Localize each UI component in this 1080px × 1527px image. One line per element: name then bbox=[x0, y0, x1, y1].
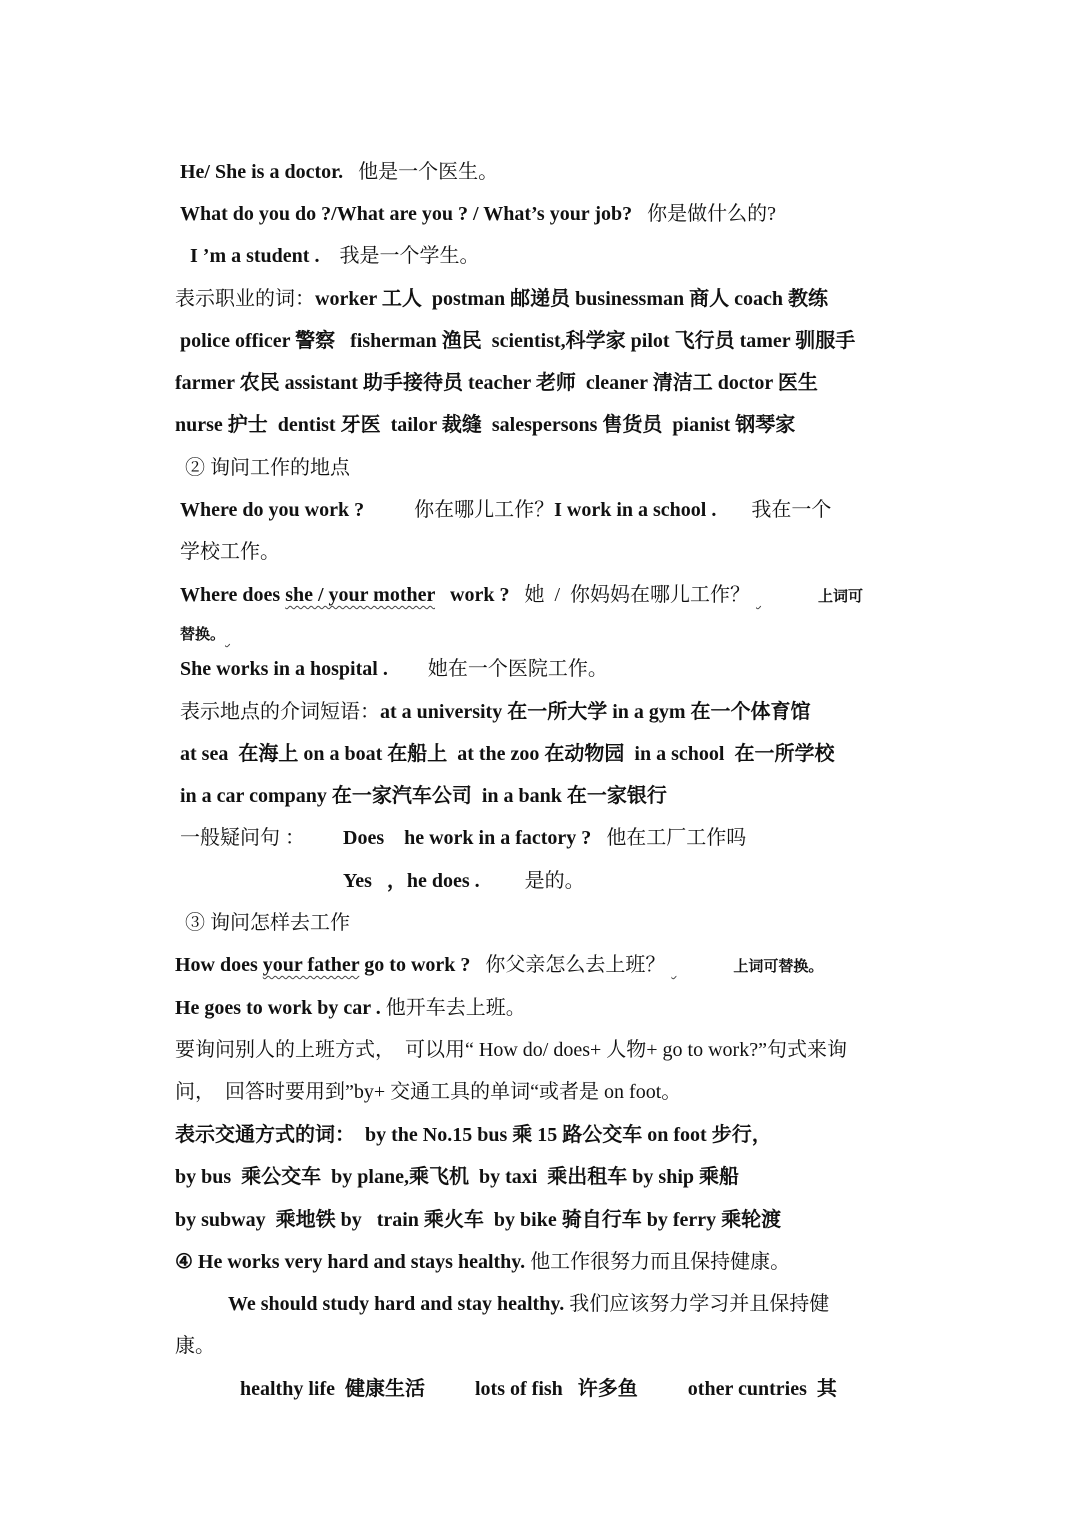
vocab-line: at sea 在海上 on a boat 在船上 at the zoo 在动物园 in a school 在一所学校 bbox=[180, 743, 835, 765]
en-text: worker 工人 postman 邮递员 businessman 商人 coach 教练 bbox=[315, 288, 828, 310]
zh-text: 表示职业的词： bbox=[175, 288, 315, 310]
zh-text: 你父亲怎么去上班？ bbox=[470, 954, 666, 976]
note-text: 上词可替换。 bbox=[733, 959, 824, 975]
en-text: ④ He works very hard and stays healthy. bbox=[175, 1251, 526, 1273]
en-text: Yes ，he does . bbox=[343, 870, 480, 892]
note-text: 替换。 bbox=[180, 627, 226, 643]
line-18 bbox=[333, 842, 585, 894]
line-28 bbox=[218, 1265, 829, 1317]
vocab-line: police officer 警察 fisherman 渔民 scientist,科学家 pilot 飞行员 tamer 驯服手 bbox=[180, 330, 856, 352]
zh-text: 学校工作。 bbox=[180, 541, 280, 563]
zh-text: 他在工厂工作吗 bbox=[591, 827, 747, 849]
vocab-line: by subway 乘地铁 by train 乘火车 by bike 骑自行车 by ferry 乘轮渡 bbox=[175, 1209, 782, 1231]
vocab-line: by bus 乘公交车 by plane,乘飞机 by taxi 乘出租车 by ship 乘船 bbox=[175, 1166, 740, 1188]
line-30 bbox=[230, 1350, 837, 1402]
zh-text: 问， 回答时要用到”by+ 交通工具的单词“或者是 on foot。 bbox=[175, 1081, 682, 1103]
zh-text: 我是一个学生。 bbox=[319, 245, 480, 267]
zh-text: 她在一个医院工作。 bbox=[387, 658, 608, 680]
note-text: 上词可 bbox=[818, 589, 864, 605]
zh-text: 是的。 bbox=[479, 870, 585, 892]
vocab-item: lots of fish 许多鱼 bbox=[425, 1378, 638, 1400]
zh-text: 他是一个医生。 bbox=[343, 161, 499, 183]
replaceable-words: your father bbox=[262, 954, 360, 976]
en-text: work ? bbox=[435, 584, 510, 606]
zh-text: 他工作很努力而且保持健康。 bbox=[525, 1251, 791, 1273]
vocab-line: farmer 农民 assistant 助手接待员 teacher 老师 cleaner 清洁工 doctor 医生 bbox=[175, 372, 818, 394]
en-text: Where do you work ? bbox=[180, 499, 365, 521]
en-text: Does he work in a factory ? bbox=[343, 827, 592, 849]
en-text: Where does bbox=[180, 584, 286, 606]
zh-text: 要询问别人的上班方式， 可以用“ How do/ does+ 人物+ go to work?”句式来询 bbox=[175, 1039, 847, 1061]
en-text: He goes to work by car . bbox=[175, 997, 381, 1019]
zh-text: 你是做什么的? bbox=[632, 203, 776, 225]
vocab-item: healthy life 健康生活 bbox=[240, 1378, 425, 1400]
en-text: I ’m a student . bbox=[190, 245, 320, 267]
en-text: go to work ? bbox=[359, 954, 471, 976]
en-text: How does bbox=[175, 954, 263, 976]
zh-text: 康。 bbox=[175, 1335, 215, 1357]
en-text: We should study hard and stay healthy. bbox=[228, 1293, 565, 1315]
zh-text: 一般疑问句 ： bbox=[180, 827, 305, 849]
zh-text: 我在一个 bbox=[716, 499, 832, 521]
line-29 bbox=[165, 1307, 215, 1359]
en-text: He/ She is a doctor. bbox=[180, 161, 344, 183]
en-text: I work in a school . bbox=[554, 499, 717, 521]
vocab-line: nurse 护士 dentist 牙医 tailor 裁缝 salespersons 售货员 pianist 钢琴家 bbox=[175, 414, 796, 436]
en-text: What do you do ?/What are you ? / What’s your job? bbox=[180, 203, 633, 225]
heading-text: ③ 询问怎样去工作 bbox=[185, 912, 350, 934]
heading-text: ② 询问工作的地点 bbox=[185, 457, 350, 479]
vocab-item: other cuntries 其 bbox=[637, 1378, 837, 1400]
en-text: She works in a hospital . bbox=[180, 658, 388, 680]
zh-text: 你在哪儿工作？ bbox=[364, 499, 555, 521]
zh-text: 她 / 你妈妈在哪儿工作？ bbox=[509, 584, 751, 606]
wavy-blank bbox=[671, 952, 733, 978]
replaceable-words: she / your mother bbox=[285, 584, 436, 606]
zh-text: 表示地点的介词短语： bbox=[180, 701, 380, 723]
vocab-line: in a car company 在一家汽车公司 in a bank 在一家银行 bbox=[180, 785, 667, 807]
zh-text: 他开车去上班。 bbox=[380, 997, 526, 1019]
vocab-line: 表示交通方式的词： by the No.15 bus 乘 15 路公交车 on foot 步行， bbox=[175, 1124, 772, 1146]
line-17 bbox=[170, 799, 305, 851]
zh-text: 我们应该努力学习并且保持健 bbox=[564, 1293, 830, 1315]
wavy-blank bbox=[756, 582, 818, 608]
en-text: at a university 在一所大学 in a gym 在一个体育馆 bbox=[380, 701, 811, 723]
